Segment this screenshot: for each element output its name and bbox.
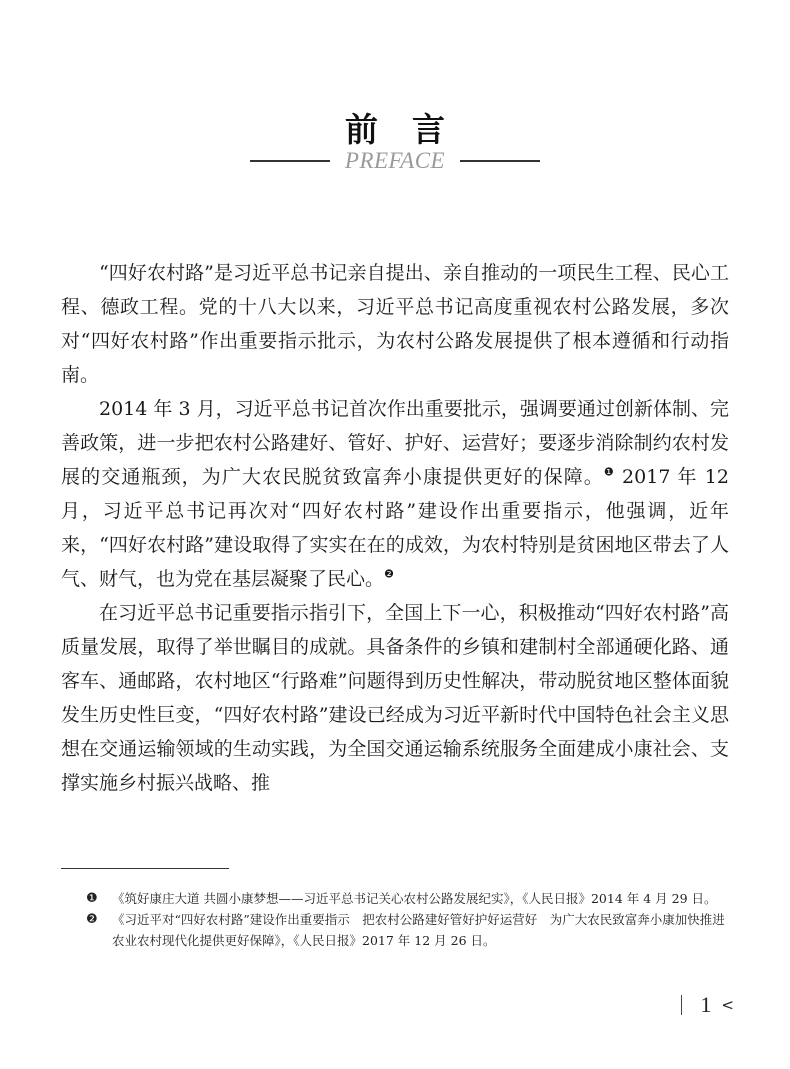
footnote-divider bbox=[61, 868, 229, 869]
footnote-number-1: ❶ bbox=[86, 891, 98, 906]
subtitle-rule-left bbox=[250, 160, 330, 162]
page-subtitle: PREFACE bbox=[344, 148, 446, 173]
subtitle-rule-right bbox=[460, 160, 540, 162]
body-text bbox=[61, 256, 729, 800]
paragraph-2-part-1: 2014 年 3 月，习近平总书记首次作出重要批示，强调要通过创新体制、完善政策，进一步把农村公路建好、管好、护好、运营好；要逐步消除制约农村发展的交通瓶颈，为广大农民脱贫致富奔小康提供更好的保障。 bbox=[61, 398, 729, 488]
footnote-ref-2[interactable]: ❷ bbox=[384, 567, 394, 581]
page-number-block bbox=[681, 990, 734, 1020]
footnote-ref-1[interactable]: ❶ bbox=[603, 465, 615, 479]
footnote-text-2: 《习近平对“四好农村路”建设作出重要指示 把农村公路建好管好护好运营好 为广大农民致富奔小康加快推进农业农村现代化提供更好保障》，《人民日报》2017 年 12 月 26 日。 bbox=[112, 912, 725, 948]
paragraph-1: “四好农村路”是习近平总书记亲自提出、亲自推动的一项民生工程、民心工程、德政工程。党的十八大以来，习近平总书记高度重视农村公路发展，多次对“四好农村路”作出重要指示批示，为农村公路发展提供了根本遵循和行动指南。 bbox=[61, 262, 729, 386]
footnote-number-2: ❷ bbox=[86, 912, 98, 927]
footnotes bbox=[86, 888, 731, 951]
paragraph-2-part-2: 2017 年 12 月，习近平总书记再次对“四好农村路”建设作出重要指示，他强调，近年来，“四好农村路”建设取得了实实在在的成效，为农村特别是贫困地区带去了人气、财气，也为党在基层凝聚了民心。 bbox=[61, 466, 729, 590]
page-title: 前言 bbox=[345, 110, 479, 149]
footnote-1 bbox=[86, 888, 731, 909]
footnote-2 bbox=[86, 909, 731, 951]
footnote-text-1: 《筑好康庄大道 共圆小康梦想——习近平总书记关心农村公路发展纪实》，《人民日报》2014 年 4 月 29 日。 bbox=[112, 891, 717, 906]
paragraph-2 bbox=[61, 392, 729, 596]
page-number-bar bbox=[681, 995, 682, 1015]
page-arrow-icon: < bbox=[721, 996, 734, 1014]
subtitle-row bbox=[250, 146, 540, 176]
paragraph-3: 在习近平总书记重要指示指引下，全国上下一心，积极推动“四好农村路”高质量发展，取得了举世瞩目的成就。具备条件的乡镇和建制村全部通硬化路、通客车、通邮路，农村地区“行路难”问题得到历史性解决，带动脱贫地区整体面貌发生历史性巨变，“四好农村路”建设已经成为习近平新时代中国特色社会主义思想在交通运输领域的生动实践，为全国交通运输系统服务全面建成小康社会、支撑实施乡村振兴战略、推 bbox=[61, 602, 729, 794]
page-number: 1 bbox=[700, 992, 712, 1017]
